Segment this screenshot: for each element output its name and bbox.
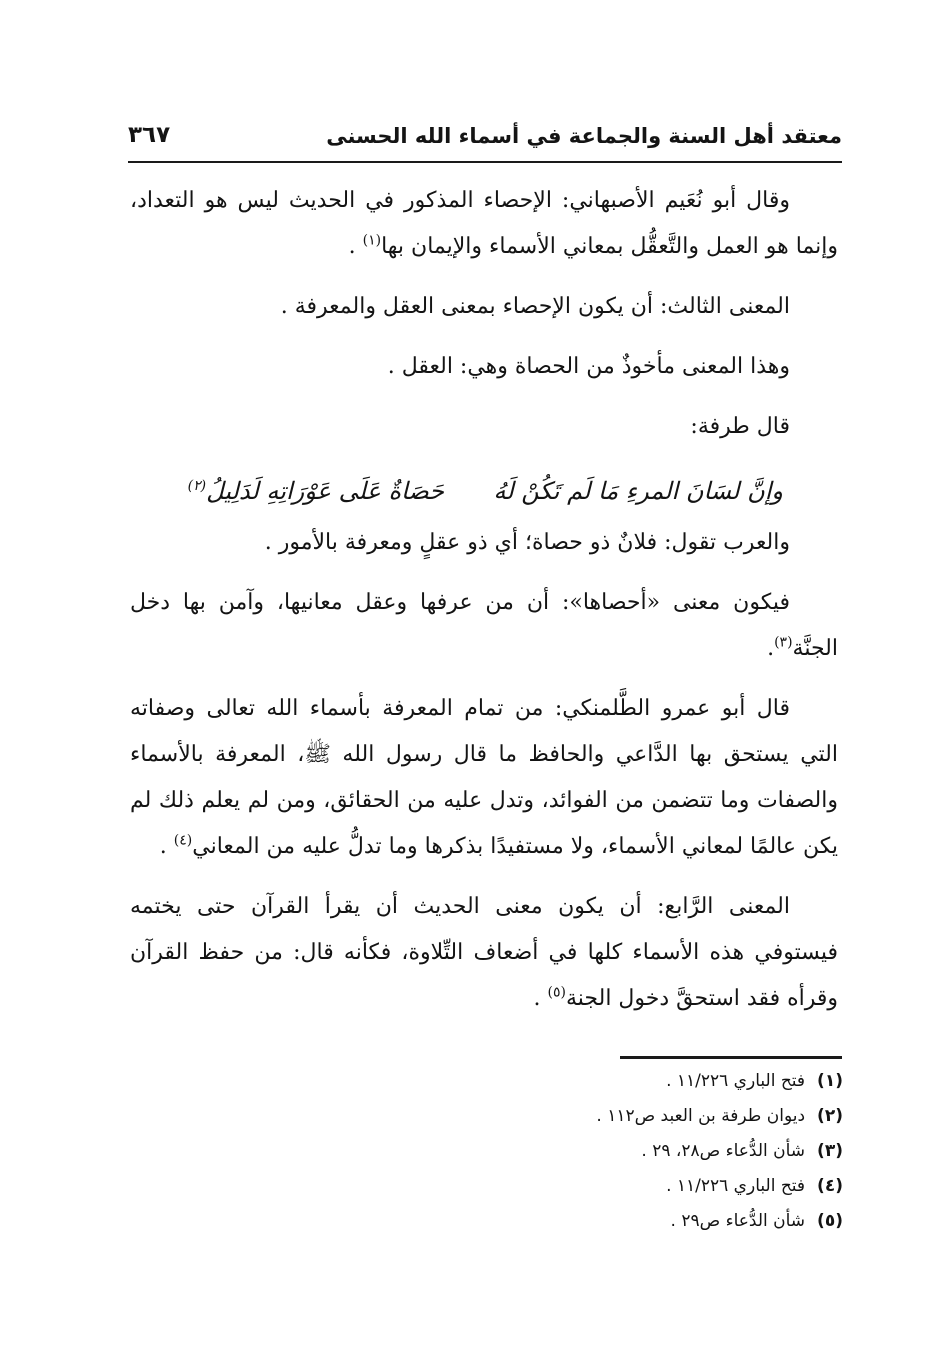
paragraph-talamanki xyxy=(130,686,838,870)
verse-second-text: حَصَاةٌ عَلَى عَوْرَاتِهِ لَدَلِيلُ xyxy=(206,477,444,505)
poetry-verse xyxy=(130,464,838,520)
paragraph-text: قال أبو عمرو الطَّلمنكي: من تمام المعرفة بأسماء الله تعالى وصفاته التي يستحق بها الدَّاعي والحافظ ما قال رسول الله ﷺ، المعرفة بالأسماء والصفات وما تتضمن من الفوائد، وتدل عليه من الحقائق، ومن لم يعلم ذلك لم يكن عالمًا لمعاني الأسماء، ولا مستفيدًا بذكرها وما تدلُّ عليه من المعاني xyxy=(130,696,839,859)
footnote-number: (٣) xyxy=(817,1141,843,1161)
footnote-item xyxy=(400,1099,843,1134)
paragraph-abu-nuaym xyxy=(130,178,838,270)
footnote-ref: (١) xyxy=(362,232,382,249)
paragraph-text: وقال أبو نُعَيم الأصبهاني: الإحصاء المذكور في الحديث ليس هو التعداد، وإنما هو العمل والتَّعقُّل بمعاني الأسماء والإيمان بها xyxy=(130,188,838,259)
paragraph-end: . xyxy=(159,834,174,859)
footnote-number: (٥) xyxy=(817,1211,843,1231)
paragraph-text: المعنى الرَّابع: أن يكون معنى الحديث أن يقرأ القرآن حتى يختمه فيستوفي هذه الأسماء كلها في أضعاف التِّلاوة، فكأنه قال: من حفظ القرآن وقرأه فقد استحقَّ دخول الجنة xyxy=(130,894,838,1011)
footnote-item xyxy=(400,1204,843,1239)
paragraph-tarafa: قال طرفة: xyxy=(690,414,790,439)
footnotes xyxy=(400,1064,843,1239)
footnote-text: فتح الباري ١١/٢٢٦ . xyxy=(666,1071,806,1091)
verse-second-hemistich xyxy=(188,468,444,514)
main-text xyxy=(130,178,838,1022)
verse-first-hemistich: وإنَّ لسَانَ المرءِ مَا لَم تَكُنْ لَهُ xyxy=(493,477,783,505)
footnote-ref: (٥) xyxy=(547,984,566,1001)
paragraph-fourth-meaning xyxy=(130,884,838,1022)
footnote-ref: (٣) xyxy=(774,634,793,651)
footnote-number: (٢) xyxy=(817,1106,843,1126)
footnote-item xyxy=(400,1169,843,1204)
footnote-ref: (٢) xyxy=(187,478,207,494)
paragraph-ahsaha xyxy=(130,580,838,672)
page-number: ٣٦٧ xyxy=(128,122,171,148)
paragraph-end: . xyxy=(533,986,548,1011)
footnote-item xyxy=(400,1134,843,1169)
running-header xyxy=(128,118,842,158)
paragraph-text: فيكون معنى «أحصاها»: أن من عرفها وعقل معانيها، وآمن بها دخل الجنَّة xyxy=(130,590,838,661)
paragraph-end: . xyxy=(767,636,775,661)
paragraph-third-meaning: المعنى الثالث: أن يكون الإحصاء بمعنى العقل والمعرفة . xyxy=(280,294,790,319)
footnote-text: فتح الباري ١١/٢٢٦ . xyxy=(666,1176,806,1196)
running-title: معتقد أهل السنة والجماعة في أسماء الله الحسنى xyxy=(326,124,842,148)
footnote-text: شأن الدُّعاء ص٢٨، ٢٩ . xyxy=(641,1141,806,1161)
footnote-item xyxy=(400,1064,843,1099)
footnote-number: (١) xyxy=(817,1071,843,1091)
footnote-number: (٤) xyxy=(817,1176,843,1196)
paragraph-hasat: وهذا المعنى مأخوذٌ من الحصاة وهي: العقل . xyxy=(387,354,790,379)
footnote-divider xyxy=(620,1056,842,1059)
paragraph-arabs-say: والعرب تقول: فلانٌ ذو حصاة؛ أي ذو عقلٍ ومعرفة بالأمور . xyxy=(264,530,790,555)
header-divider xyxy=(128,161,842,163)
footnote-text: شأن الدُّعاء ص٢٩ . xyxy=(670,1211,806,1231)
paragraph-end: . xyxy=(348,234,363,259)
footnote-ref: (٤) xyxy=(173,832,193,849)
footnote-text: ديوان طرفة بن العبد ص١١٢ . xyxy=(596,1106,806,1126)
